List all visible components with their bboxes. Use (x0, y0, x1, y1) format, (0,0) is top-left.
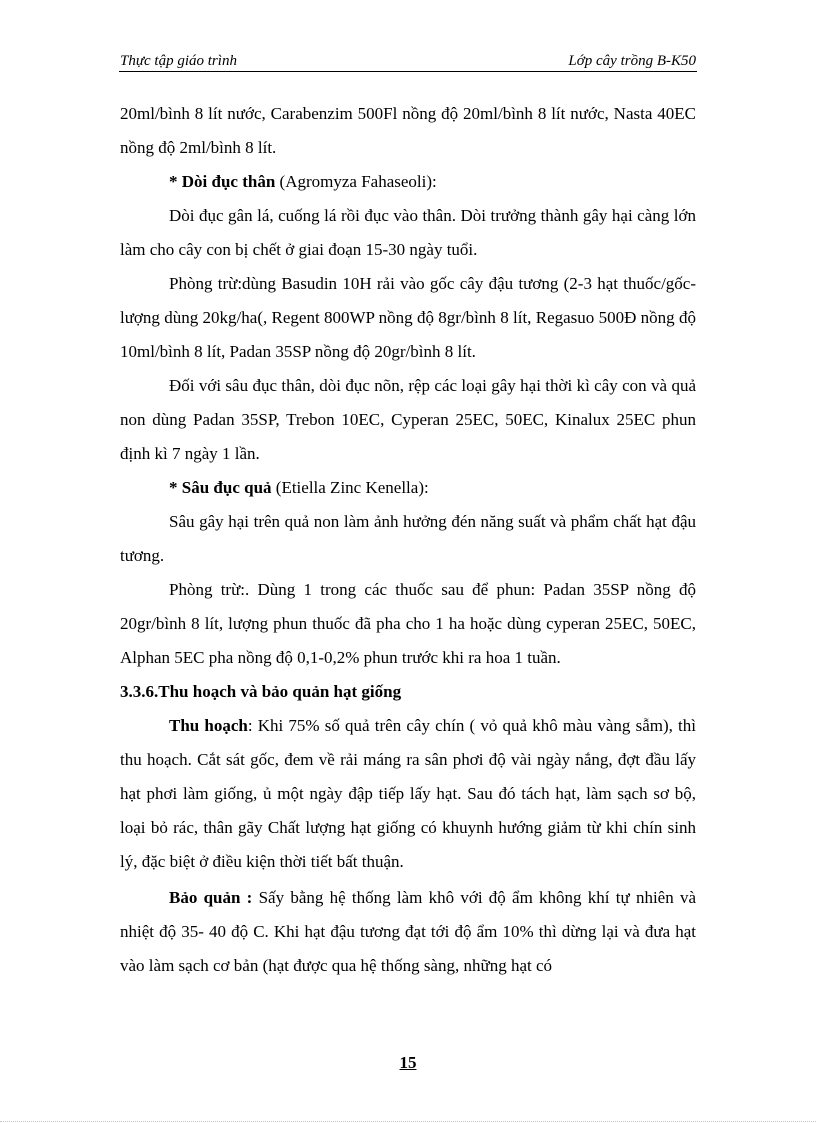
storage-text: Sấy bằng hệ thống làm khô với độ ẩm không khí tự nhiên và nhiệt độ 35- 40 độ C. Khi hạt đậu tương đạt tới độ ẩm 10% thì dừng lại và đưa hạt vào làm sạch cơ bản (hạt được qua hệ thống sàng, những hạt có (120, 888, 696, 975)
pest-title-1: * Dòi đục thân (169, 172, 276, 191)
pest-title-2: * Sâu đục quả (169, 478, 272, 497)
paragraph-8: Phòng trừ:. Dùng 1 trong các thuốc sau để phun: Padan 35SP nồng độ 20gr/bình 8 lít, lượng phun thuốc đã pha cho 1 ha hoặc dùng cyperan 25EC, 50EC, Alphan 5EC pha nồng độ 0,1-0,2% phun trước khi ra hoa 1 tuần. (120, 580, 696, 667)
pest-latin-1: (Agromyza Fahaseoli): (275, 172, 437, 191)
paragraph-1: 20ml/bình 8 lít nước, Carabenzim 500Fl nồng độ 20ml/bình 8 lít nước, Nasta 40EC nồng độ 2ml/bình 8 lít. (120, 104, 696, 157)
page-bottom-border (0, 1121, 816, 1122)
paragraph-5: Đối với sâu đục thân, dòi đục nõn, rệp các loại gây hại thời kì cây con và quả non dùng Padan 35SP, Trebon 10EC, Cyperan 25EC, 50EC, Kinalux 25EC phun định kì 7 ngày 1 lần. (120, 376, 696, 463)
harvest-label: Thu hoạch (169, 716, 248, 735)
paragraph-storage (120, 881, 696, 983)
paragraph-7: Sâu gây hại trên quả non làm ảnh hưởng đén năng suất và phẩm chất hạt đậu tương. (120, 512, 696, 565)
paragraph-pest-heading-1 (120, 165, 696, 199)
header-left: Thực tập giáo trình (120, 53, 237, 69)
section-heading: 3.3.6.Thu hoạch và bảo quản hạt giống (120, 682, 402, 701)
paragraph-4: Phòng trừ:dùng Basudin 10H rải vào gốc cây đậu tương (2-3 hạt thuốc/gốc-lượng dùng 20kg/ha(, Regent 800WP nồng độ 8gr/bình 8 lít, Regasuo 500Đ nồng độ 10ml/bình 8 lít, Padan 35SP nồng độ 20gr/bình 8 lít. (120, 274, 696, 361)
paragraph-harvest (120, 709, 696, 879)
storage-label: Bảo quản : (169, 888, 253, 907)
paragraph-3: Dòi đục gân lá, cuống lá rồi đục vào thân. Dòi trưởng thành gây hại càng lớn làm cho cây con bị chết ở giai đoạn 15-30 ngày tuổi. (120, 206, 696, 259)
paragraph-pest-heading-2 (120, 471, 696, 505)
page-number-text: 15 (399, 1053, 417, 1072)
pest-latin-2: (Etiella Zinc Kenella): (271, 478, 429, 497)
harvest-text: : Khi 75% số quả trên cây chín ( vỏ quả khô màu vàng sẫm), thì thu hoạch. Cắt sát gốc, đem về rải máng ra sân phơi độ vài ngày nắng, đợt đầu lấy hạt phơi làm giống, ủ một ngày đập tiếp lấy hạt. Sau đó tách hạt, làm sạch sơ bộ, loại bỏ rác, thân gãy Chất lượng hạt giống có khuynh hướng giảm từ khi chín sinh lý, đặc biệt ở điều kiện thời tiết bất thuận. (120, 716, 696, 871)
page-body (120, 97, 696, 983)
page-number (0, 1053, 816, 1073)
header-right: Lớp cây trồng B-K50 (568, 53, 696, 69)
header-rule (119, 71, 697, 72)
